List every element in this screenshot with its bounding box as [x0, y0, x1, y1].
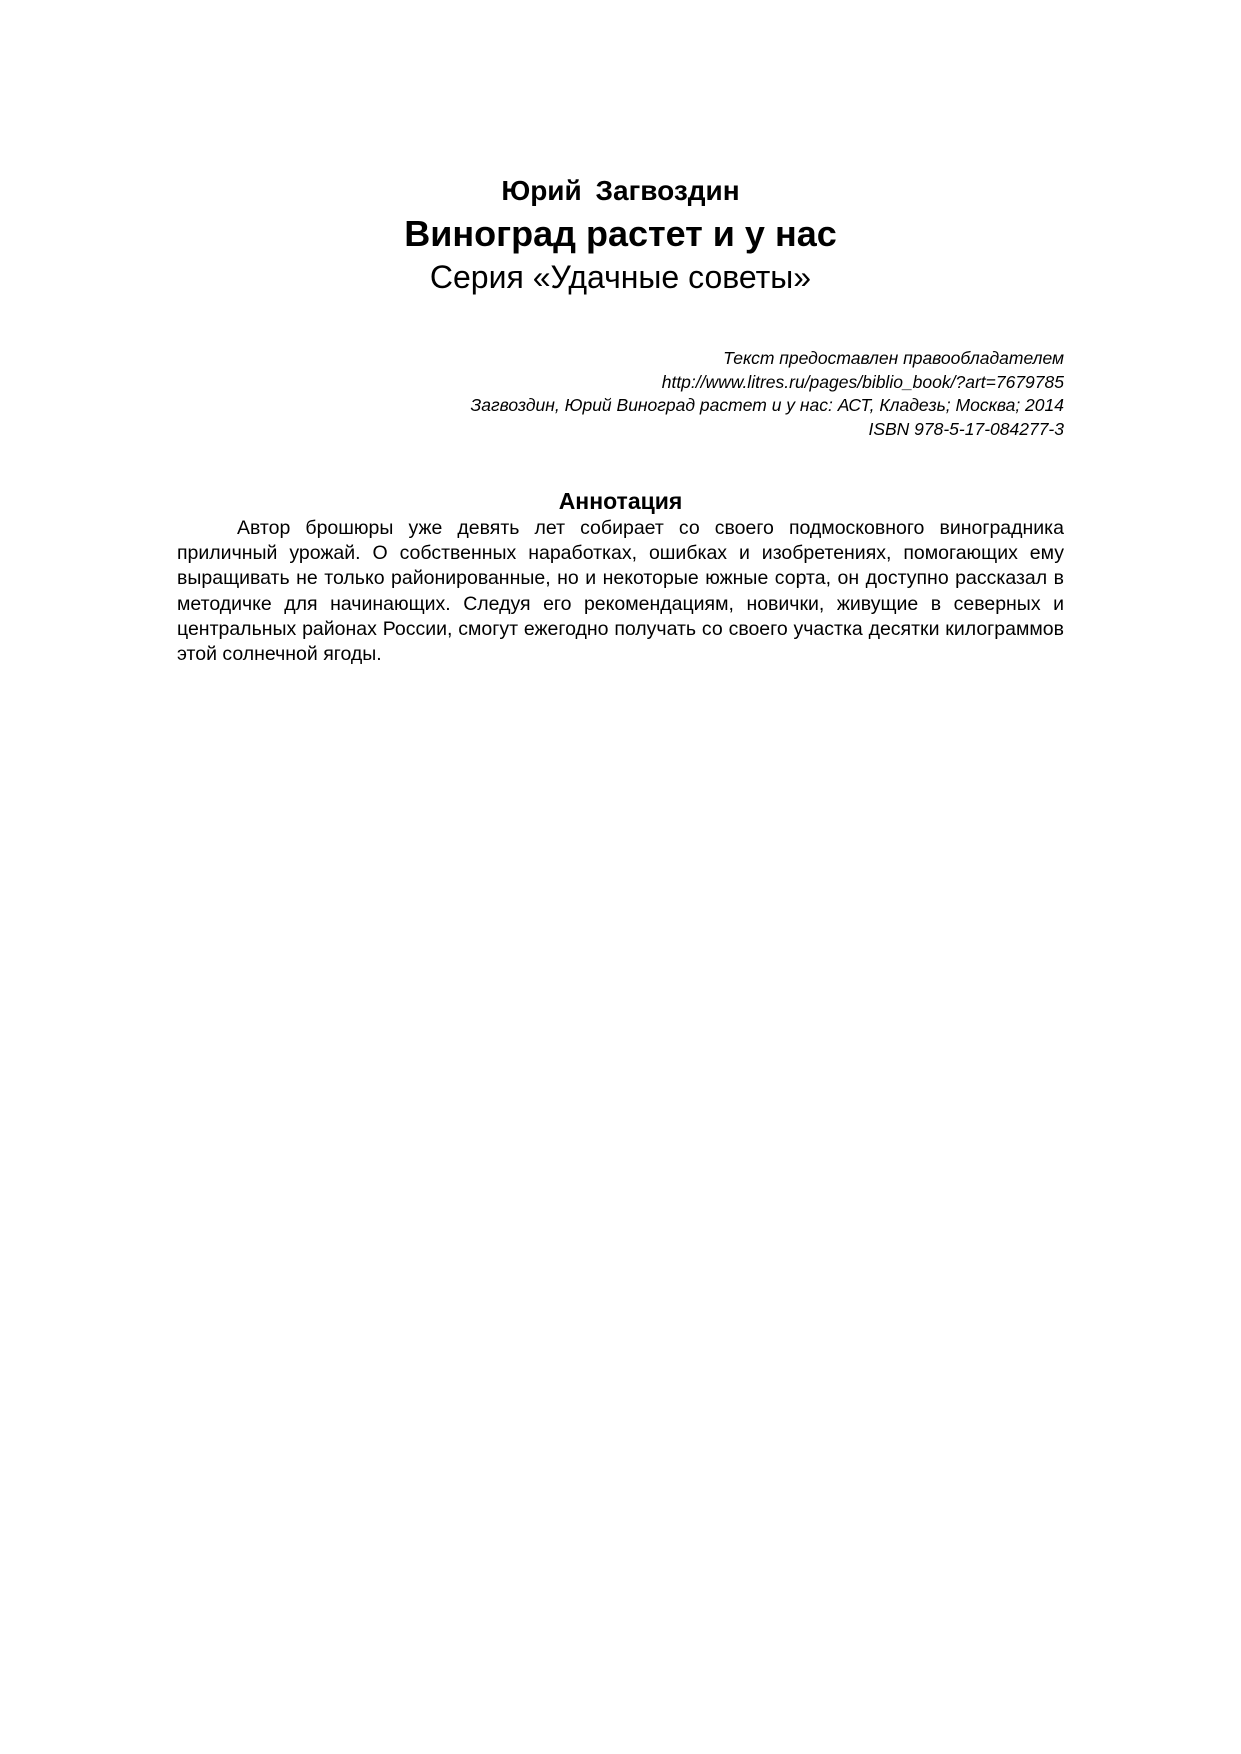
book-series: Серия «Удачные советы»: [429, 259, 812, 295]
publication-info: [360, 347, 1064, 441]
provided-by-line: Текст предоставлен правообладателем: [723, 348, 1064, 368]
book-author: Юрий Загвоздин: [501, 175, 740, 206]
book-title: Виноград растет и у нас: [404, 213, 837, 254]
annotation-heading: Аннотация: [558, 488, 683, 514]
annotation-body: Автор брошюры уже девять лет собирает со своего подмосковного виноградника приличный урожай. О собственных наработках, ошибках и изобретениях, помогающих ему выращивать не только районированные, но и некоторые южные сорта, он доступно рассказал в методичке для начинающих. Следуя его рекомендациям, новички, живущие в северных и центральных районах России, смогут ежегодно получать со своего участка десятки килограммов этой солнечной ягоды.: [177, 517, 1064, 666]
citation-line: Загвоздин, Юрий Виноград растет и у нас: АСТ, Кладезь; Москва; 2014: [470, 395, 1064, 415]
source-url: http://www.litres.ru/pages/biblio_book/?art=7679785: [661, 371, 1064, 392]
isbn-line: ISBN 978-5-17-084277-3: [868, 418, 1064, 439]
